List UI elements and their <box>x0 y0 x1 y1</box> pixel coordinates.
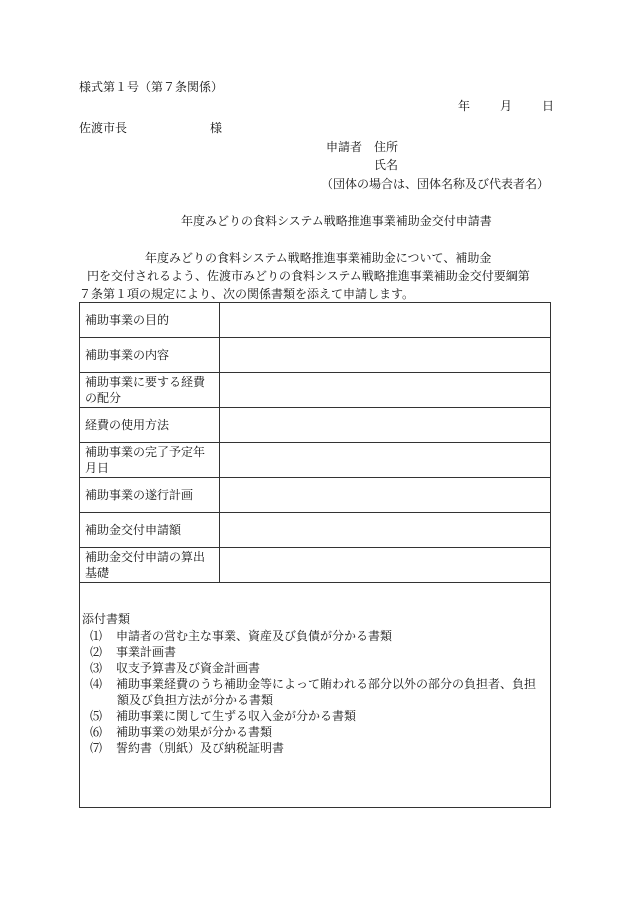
attachment-item: ⑹ 補助事業の効果が分かる書類 <box>90 725 273 739</box>
table-row <box>80 478 551 513</box>
addressee-honorific: 様 <box>210 121 223 135</box>
row-label: 補助事業の内容 <box>80 338 220 373</box>
table-row <box>80 513 551 548</box>
applicant-note: （団体の場合は、団体名称及び代表者名） <box>321 177 550 191</box>
document-title: 年度みどりの食料システム戦略推進事業補助金交付申請書 <box>181 214 492 228</box>
attachment-item: ⑴ 申請者の営む主な事業、資産及び負債が分かる書類 <box>90 629 393 643</box>
date-year-label: 年 <box>458 99 471 113</box>
body-line-2: 円を交付されるよう、佐渡市みどりの食料システム戦略推進事業補助金交付要綱第 <box>87 269 530 283</box>
row-label: 補助事業の完了予定年月日 <box>80 443 220 478</box>
table-row <box>80 408 551 443</box>
attachments-row <box>80 583 551 808</box>
attachment-item: ⑵ 事業計画書 <box>90 645 177 659</box>
row-value-field[interactable] <box>220 408 551 443</box>
row-label: 補助金交付申請の算出基礎 <box>80 548 220 583</box>
row-value-field[interactable] <box>220 513 551 548</box>
body-line-1: 年度みどりの食料システム戦略推進事業補助金について、補助金 <box>145 251 492 265</box>
date-day-label: 日 <box>542 99 555 113</box>
table-row <box>80 548 551 583</box>
table-row <box>80 443 551 478</box>
row-value-field[interactable] <box>220 478 551 513</box>
applicant-name-label: 氏名 <box>374 158 399 172</box>
row-label: 経費の使用方法 <box>80 408 220 443</box>
attachments-cell <box>80 583 551 808</box>
body-line-3: ７条第１項の規定により、次の関係書類を添えて申請します。 <box>79 287 415 301</box>
row-label: 補助事業の遂行計画 <box>80 478 220 513</box>
addressee <box>79 120 222 136</box>
table-row <box>80 303 551 338</box>
table-row <box>80 338 551 373</box>
row-label: 補助事業に要する経費の配分 <box>80 373 220 408</box>
date-line <box>458 98 554 114</box>
applicant-address-line <box>326 139 398 155</box>
row-value-field[interactable] <box>220 443 551 478</box>
application-form-table <box>79 302 551 808</box>
table-row <box>80 373 551 408</box>
applicant-role-label: 申請者 <box>326 140 363 154</box>
form-number-label: 様式第１号（第７条関係） <box>79 80 224 94</box>
body-text <box>79 249 551 303</box>
row-value-field[interactable] <box>220 338 551 373</box>
row-value-field[interactable] <box>220 548 551 583</box>
attachment-item: ⑸ 補助事業に関して生ずる収入金が分かる書類 <box>90 709 357 723</box>
row-label: 補助事業の目的 <box>80 303 220 338</box>
attachment-item: ⑺ 誓約書（別紙）及び納税証明書 <box>90 741 285 755</box>
addressee-name: 佐渡市長 <box>79 121 128 135</box>
attachment-item: ⑷ 補助事業経費のうち補助金等によって賄われる部分以外の部分の負担者、負担 額及び負担方法が分かる書類 <box>82 676 547 708</box>
row-label: 補助金交付申請額 <box>80 513 220 548</box>
applicant-address-label: 住所 <box>374 140 399 154</box>
row-value-field[interactable] <box>220 373 551 408</box>
row-value-field[interactable] <box>220 303 551 338</box>
attachment-item-continuation: 額及び負担方法が分かる書類 <box>117 693 274 707</box>
date-month-label: 月 <box>500 99 513 113</box>
attachments-title: 添付書類 <box>82 612 131 626</box>
attachment-item: ⑶ 収支予算書及び資金計画書 <box>90 661 261 675</box>
